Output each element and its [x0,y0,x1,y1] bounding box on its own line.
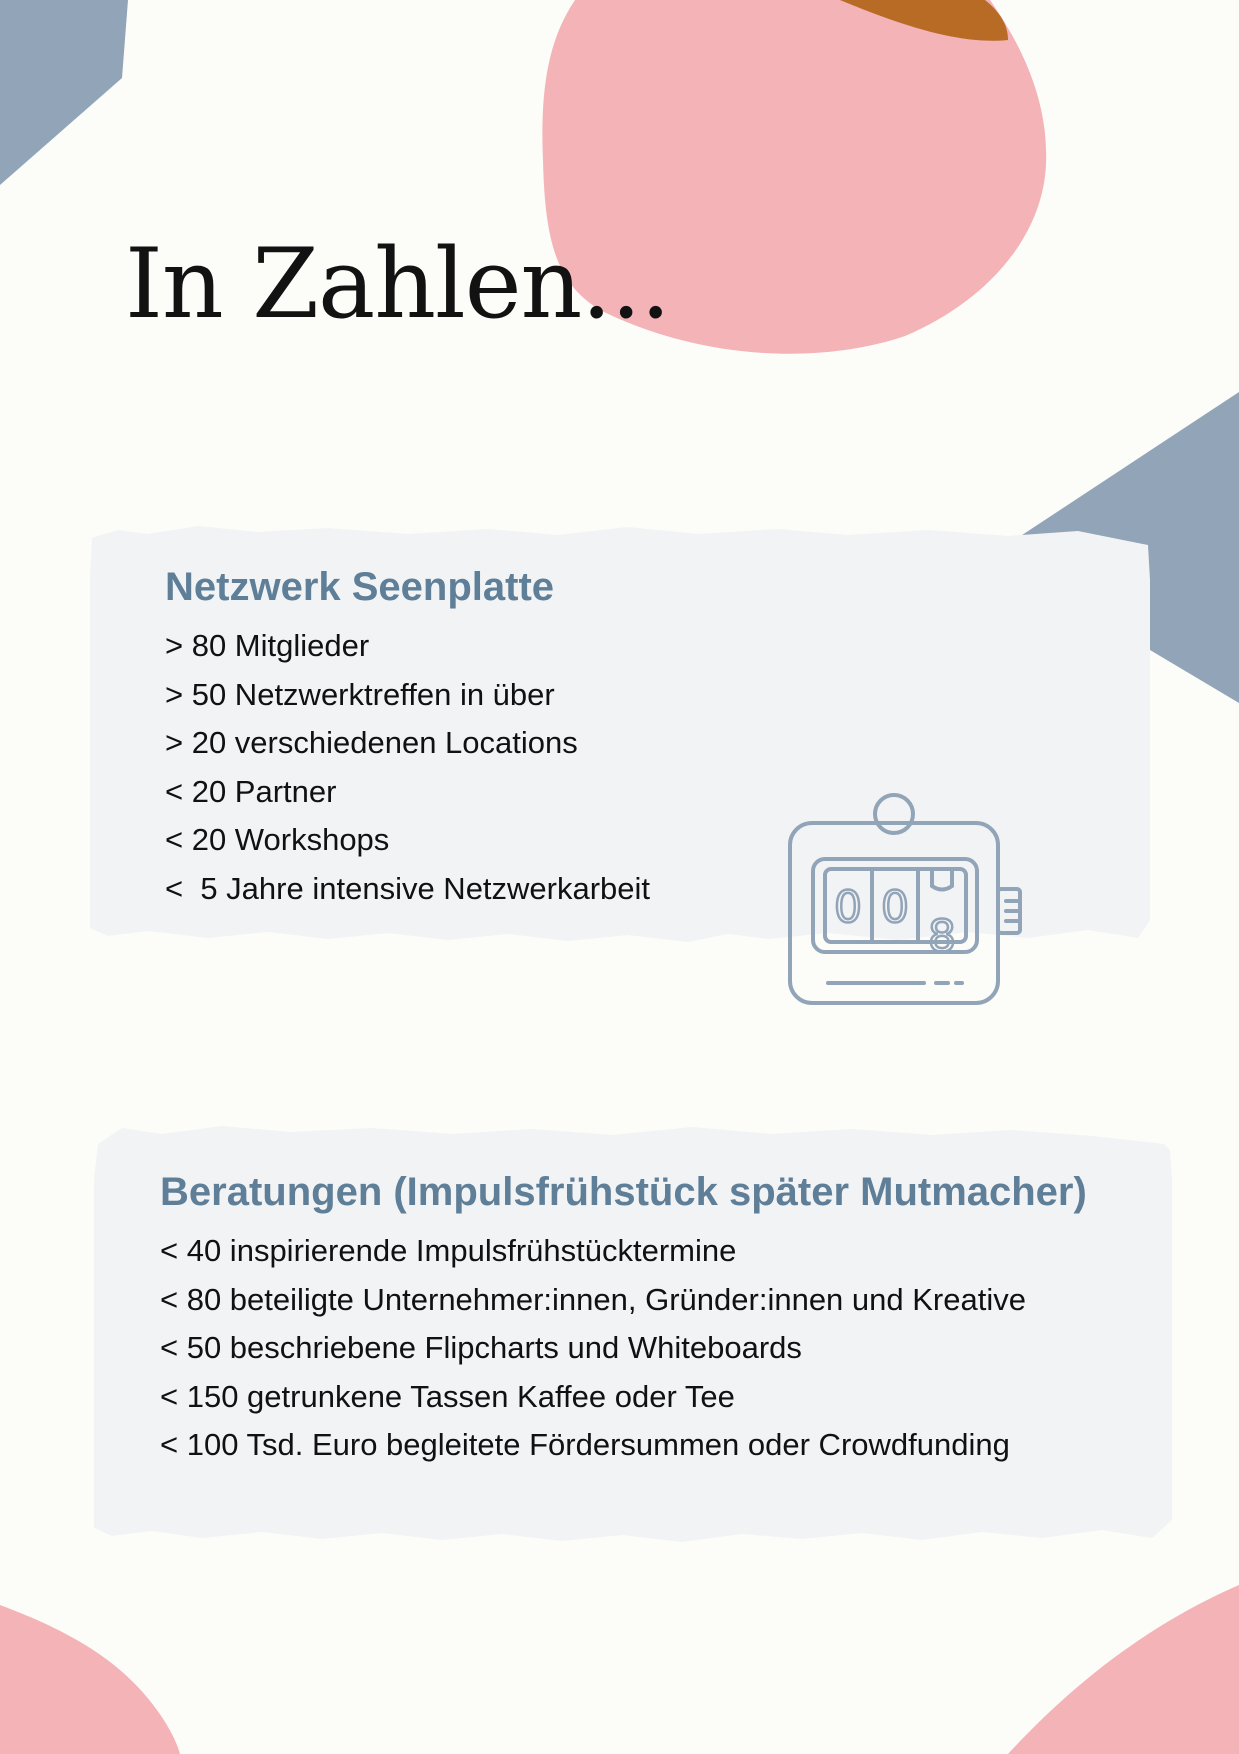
section-heading: Beratungen (Impulsfrühstück später Mutmacher) [160,1170,1087,1214]
counter-icon [784,791,1044,1006]
list-item: > 80 Mitglieder [165,628,370,663]
list-item: < 150 getrunkene Tassen Kaffee oder Tee [160,1378,735,1414]
page-title: In Zahlen... [125,228,670,340]
list-item: > 50 Netzwerktreffen in über [165,676,555,712]
list-item: < 20 Partner [165,773,337,809]
list-item: < 5 Jahre intensive Netzwerkarbeit [165,870,651,906]
section-card-consulting [92,1120,1172,1552]
list-item: > 20 verschiedenen Locations [165,725,578,760]
list-item: < 50 beschriebene Flipcharts und Whiteboards [160,1330,802,1365]
slate-shape-top-left [0,0,128,185]
list-item: < 100 Tsd. Euro begleitete Fördersummen oder Crowdfunding [160,1427,1010,1462]
counter-digit: 0 [881,882,909,933]
section-heading: Netzwerk Seenplatte [165,565,555,609]
counter-digit: 0 [834,882,862,933]
stats-list [160,1227,1087,1470]
stats-list [165,622,650,913]
list-item: < 40 inspirierende Impulsfrühstücktermine [160,1233,737,1268]
counter-digit: 8 [928,911,956,962]
pink-blob-bottom-left [0,1605,180,1754]
pink-blob-bottom-right [1008,1585,1239,1754]
list-item: < 20 Workshops [165,822,390,857]
list-item: < 80 beteiligte Unternehmer:innen, Gründer:innen und Kreative [160,1281,1026,1317]
